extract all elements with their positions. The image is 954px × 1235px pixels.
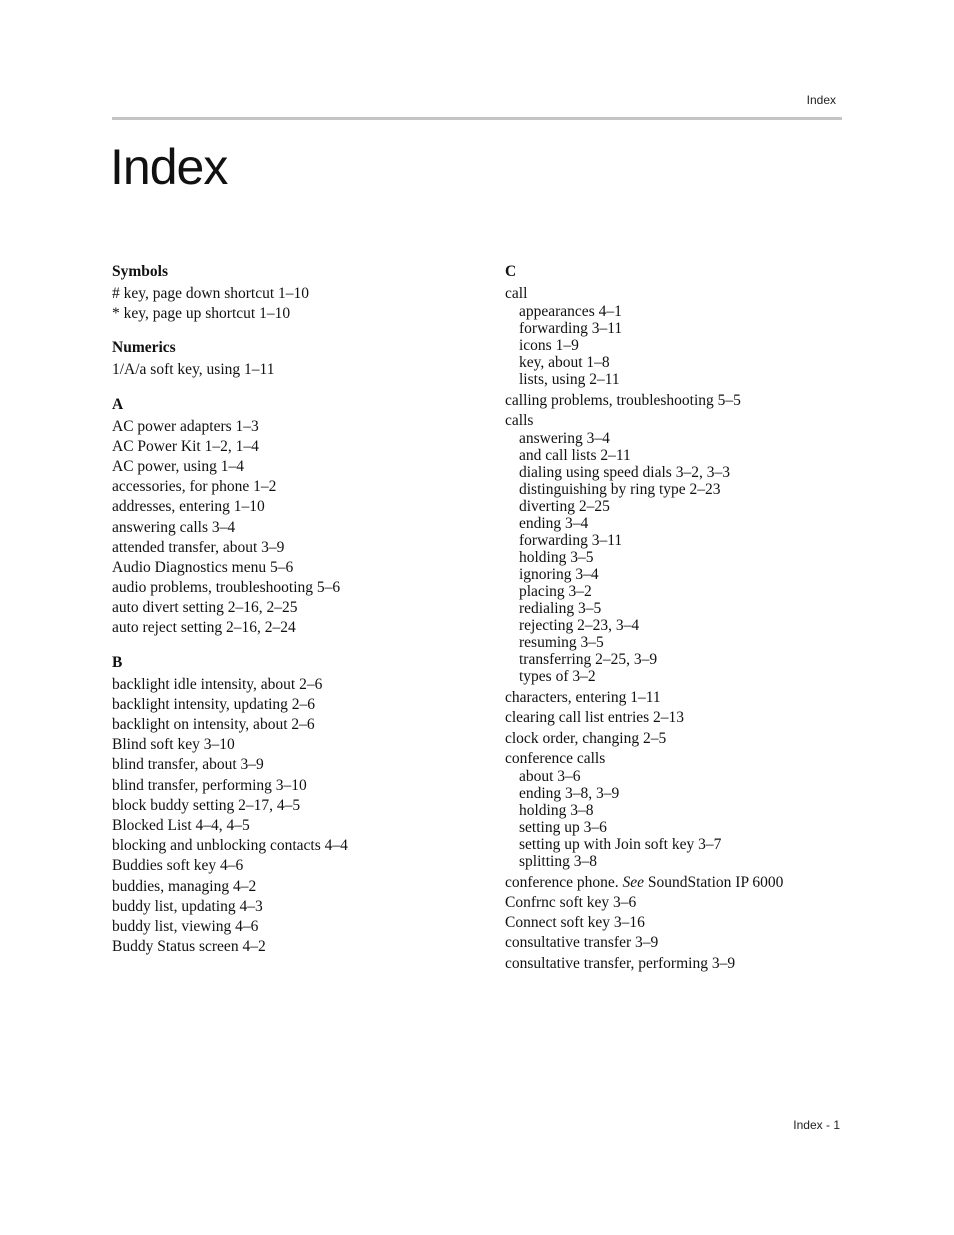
index-entry: answering calls 3–4 [112,518,236,536]
index-entry: backlight intensity, updating 2–6 [112,695,316,713]
index-entry: buddy list, viewing 4–6 [112,917,259,935]
index-subentry: resuming 3–5 [519,634,604,652]
index-subentry: holding 3–5 [519,549,594,567]
index-entry: Buddy Status screen 4–2 [112,938,266,956]
index-subentry: ending 3–4 [519,515,589,533]
index-entry: Blind soft key 3–10 [112,736,235,754]
section-heading-a: A [112,395,124,413]
section-symbols-entries [112,284,482,324]
index-entry: Buddies soft key 4–6 [112,857,244,875]
index-subentry: diverting 2–25 [519,498,610,516]
index-subentry: key, about 1–8 [519,354,610,371]
index-entry: Confrnc soft key 3–6 [505,893,637,911]
index-entry: addresses, entering 1–10 [112,498,265,516]
index-entry: buddy list, updating 4–3 [112,897,263,915]
index-entry: 1/A/a soft key, using 1–11 [112,361,275,379]
index-entry: * key, page up shortcut 1–10 [112,305,291,323]
index-entry: # key, page down shortcut 1–10 [112,285,310,302]
index-entry: attended transfer, about 3–9 [112,538,285,556]
index-entry: backlight on intensity, about 2–6 [112,716,315,733]
index-entry: AC power, using 1–4 [112,457,244,475]
index-entry: conference calls [505,749,606,767]
index-entry: backlight idle intensity, about 2–6 [112,675,323,693]
index-entry: Blocked List 4–4, 4–5 [112,816,250,834]
see-label: See [622,873,644,891]
index-entry: characters, entering 1–11 [505,689,661,707]
index-subentry: lists, using 2–11 [519,371,620,388]
index-entry-see-reference [505,873,845,893]
index-entry-group-calls [505,411,845,685]
index-entry: audio problems, troubleshooting 5–6 [112,579,341,597]
index-subentry: types of 3–2 [519,668,596,686]
section-a-entries [112,417,482,639]
index-entry: calls [505,412,534,430]
index-entry: calling problems, troubleshooting 5–5 [505,392,741,409]
index-subentry: forwarding 3–11 [519,532,623,550]
index-entry: accessories, for phone 1–2 [112,478,277,496]
index-entry: blocking and unblocking contacts 4–4 [112,837,348,855]
index-subentry: holding 3–8 [519,801,594,819]
page-title: Index [110,139,228,195]
index-subentry: setting up 3–6 [519,818,607,836]
index-subentry: rejecting 2–23, 3–4 [519,617,640,635]
index-entry: block buddy setting 2–17, 4–5 [112,796,301,814]
section-heading-b: B [112,653,123,671]
index-entry: consultative transfer, performing 3–9 [505,954,736,972]
entry-text: conference phone. [505,873,623,891]
index-entry-group-call [505,284,845,388]
index-subentry: distinguishing by ring type 2–23 [519,481,721,499]
index-subentry: placing 3–2 [519,583,592,601]
index-entry: auto divert setting 2–16, 2–25 [112,599,298,617]
index-subentry: redialing 3–5 [519,600,602,618]
index-entry: buddies, managing 4–2 [112,877,257,895]
index-entry: AC Power Kit 1–2, 1–4 [112,437,259,455]
section-heading-c: C [505,263,517,280]
section-numerics-entries [112,360,482,380]
index-entry: Audio Diagnostics menu 5–6 [112,558,294,576]
index-subentry: setting up with Join soft key 3–7 [519,835,722,853]
index-entry: clock order, changing 2–5 [505,729,667,747]
section-heading-symbols: Symbols [112,263,168,280]
index-subentry: splitting 3–8 [519,852,597,870]
index-subentry: dialing using speed dials 3–2, 3–3 [519,464,730,482]
index-entry: blind transfer, performing 3–10 [112,776,307,794]
see-target: SoundStation IP 6000 [644,873,784,891]
page-number: Index - 1 [793,1118,840,1132]
section-heading-numerics: Numerics [112,339,176,357]
index-entry: AC power adapters 1–3 [112,417,259,435]
index-column-right [505,262,845,974]
index-subentry: about 3–6 [519,767,581,785]
index-entry-group-conference-calls [505,749,845,870]
index-subentry: ending 3–8, 3–9 [519,784,620,802]
index-subentry: appearances 4–1 [519,303,622,320]
index-entry: clearing call list entries 2–13 [505,709,685,727]
index-subentry: ignoring 3–4 [519,566,599,584]
index-entry: consultative transfer 3–9 [505,934,659,952]
index-subentry: answering 3–4 [519,430,610,448]
header-rule [112,117,842,120]
index-subentry: and call lists 2–11 [519,447,631,465]
index-entry: call [505,285,528,302]
index-subentry: icons 1–9 [519,337,579,354]
index-column-left [112,262,482,957]
index-entry: Connect soft key 3–16 [505,914,645,932]
section-b-entries [112,675,482,958]
running-header: Index [806,93,836,107]
index-entry: auto reject setting 2–16, 2–24 [112,619,296,637]
index-entry: blind transfer, about 3–9 [112,756,264,774]
index-subentry: transferring 2–25, 3–9 [519,651,658,669]
index-subentry: forwarding 3–11 [519,320,623,337]
